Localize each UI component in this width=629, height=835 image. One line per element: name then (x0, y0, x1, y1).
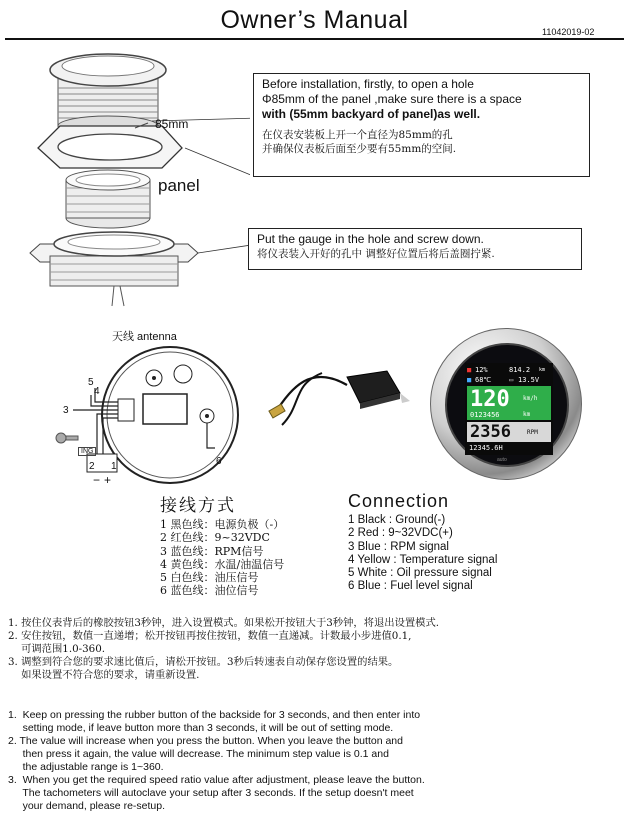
instruction-en-line: 2. The value will increase when you press the button. When you leave the button and (8, 735, 403, 747)
install-step-1-en-line: Before installation, firstly, to open a hole (262, 77, 474, 91)
instruction-en-line: setting mode, if leave button more than 3 seconds, it will be out of setting mode. (8, 722, 394, 734)
connection-item-en: 4 Yellow : Temperature signal (348, 553, 498, 566)
digital-gauge-photo (430, 328, 582, 480)
gauge-housing-illustration (50, 54, 166, 136)
connection-item-cn: 2 红色线：9~32VDC (160, 531, 270, 545)
instructions-en (8, 709, 623, 813)
connection-item-en: 6 Blue : Fuel level signal (348, 580, 473, 593)
speed-panel (467, 386, 551, 420)
connection-item-cn: 5 白色线：油压信号 (160, 571, 259, 585)
temp-icon: ■ (467, 376, 472, 384)
instruction-cn-line: 可调范围1.0-360. (8, 643, 106, 655)
instruction-cn-line: 2. 安住按钮，数值一直递增；松开按钮再按住按钮，数值一直递减。计数最小步进值0.1, (8, 630, 412, 642)
battery-icon: ▭ (509, 376, 514, 384)
instruction-en-line: your demand, please re-setup. (8, 800, 166, 812)
install-step-1-en-line: Φ85mm of the panel ,make sure there is a space (262, 92, 522, 106)
instructions-cn (8, 617, 623, 682)
hole-diameter-label: 85mm (155, 117, 189, 131)
voltage-readout: 13.5V (518, 376, 540, 384)
document-code: 11042019-02 (542, 27, 595, 37)
wire-number-5: 5 (88, 377, 94, 388)
connection-item-cn: 4 黄色线：水温/油温信号 (160, 557, 285, 571)
install-step-1-cn-line: 并确保仪表板后面至少要有55mm的空间. (262, 143, 457, 155)
gps-antenna-illustration (262, 345, 412, 435)
assembled-gauge-illustration (30, 232, 198, 306)
gauge-lcd (465, 363, 553, 455)
rpm-panel (467, 422, 551, 442)
install-step-2-en: Put the gauge in the hole and screw down. (257, 232, 484, 246)
wire-number-6: 6 (216, 456, 222, 467)
instruction-en-line: 1. Keep on pressing the rubber button of the backside for 3 seconds, and then enter into (8, 709, 421, 721)
wire-number-1: 1 (111, 461, 117, 472)
fuel-readout: 12% (475, 366, 488, 374)
back-label-plate (143, 394, 187, 424)
speed-readout: 120 (470, 387, 510, 412)
title-divider (5, 38, 624, 40)
install-step-2-cn: 将仪表装入开好的孔中 调整好位置后将后盖圈拧紧. (257, 248, 495, 260)
distance-unit: km (539, 367, 546, 373)
install-step-2-box (248, 228, 582, 270)
retaining-ring-illustration (66, 170, 150, 228)
rpm-readout: 2356 (470, 422, 511, 442)
wire-number-4: 4 (94, 386, 100, 397)
distance-readout: 814.2 (509, 366, 531, 374)
connection-item-en: 1 Black : Ground(-) (348, 514, 446, 526)
connection-en (348, 491, 497, 594)
instruction-cn-line: 3. 调整到符合您的要求速比值后，请松开按钮。3秒后转速表自动保存您设置的结果。 (8, 656, 399, 668)
trip-readout: 0123456 (470, 411, 500, 419)
instruction-en-line: the adjustable range is 1~360. (8, 761, 164, 773)
wiring-diagram (55, 330, 255, 500)
terminal-minus: − (93, 473, 101, 487)
connection-title-en: Connection (348, 491, 450, 511)
antenna-label: 天线 antenna (112, 331, 177, 343)
hours-readout: 12345.6H (469, 444, 503, 452)
trip-unit: km (523, 411, 531, 418)
connection-cn (160, 491, 284, 598)
panel-label: panel (158, 176, 200, 195)
wire-number-2: 2 (89, 461, 95, 472)
ignition-label: ING (78, 447, 96, 456)
connection-item-en: 3 Blue : RPM signal (348, 540, 449, 553)
temp-readout: 68℃ (475, 376, 492, 384)
speed-unit: km/h (523, 395, 538, 402)
connection-item-en: 2 Red : 9~32VDC(+) (348, 527, 453, 540)
instruction-en-line: then press it again, the value will decrease. The minimum step value is 0.1 and (8, 748, 389, 760)
instruction-cn-line: 如果设置不符合您的要求，请重新设置. (8, 669, 200, 681)
connection-title-cn: 接线方式 (160, 496, 236, 516)
wire-connector (118, 399, 134, 421)
installation-illustration (20, 48, 250, 308)
brand-label: auto (497, 457, 507, 463)
connection-item-en: 5 White : Oil pressure signal (348, 567, 492, 580)
page-title: Owner’s Manual (220, 6, 409, 34)
install-step-1-cn-line: 在仪表安装板上开一个直径为85mm的孔 (262, 129, 453, 141)
instruction-en-line: The tachometers will autoclave your setup after 3 seconds. If the setup doesn't meet (8, 787, 414, 799)
gauge-face (445, 343, 569, 467)
rpm-unit: RPM (527, 429, 538, 436)
instruction-cn-line: 1. 按住仪表背后的橡胶按钮3秒钟，进入设置模式。如果松开按钮大于3秒钟，将退出设置模式. (8, 617, 440, 629)
install-step-1-box (253, 73, 590, 177)
rubber-button (174, 365, 192, 383)
terminal-plus: + (104, 473, 112, 487)
install-step-1-en-line: with (55mm backyard of panel)as well. (262, 107, 481, 121)
connection-item-cn: 6 蓝色线：油位信号 (160, 584, 259, 598)
wire-number-3: 3 (63, 405, 69, 416)
connection-item-cn: 3 蓝色线：RPM信号 (160, 544, 264, 558)
fuel-icon: ■ (467, 366, 472, 374)
connection-item-cn: 1 黑色线：电源负极（-） (160, 518, 285, 531)
instruction-en-line: 3. When you get the required speed ratio value after adjustment, please leave the button. (8, 774, 425, 786)
